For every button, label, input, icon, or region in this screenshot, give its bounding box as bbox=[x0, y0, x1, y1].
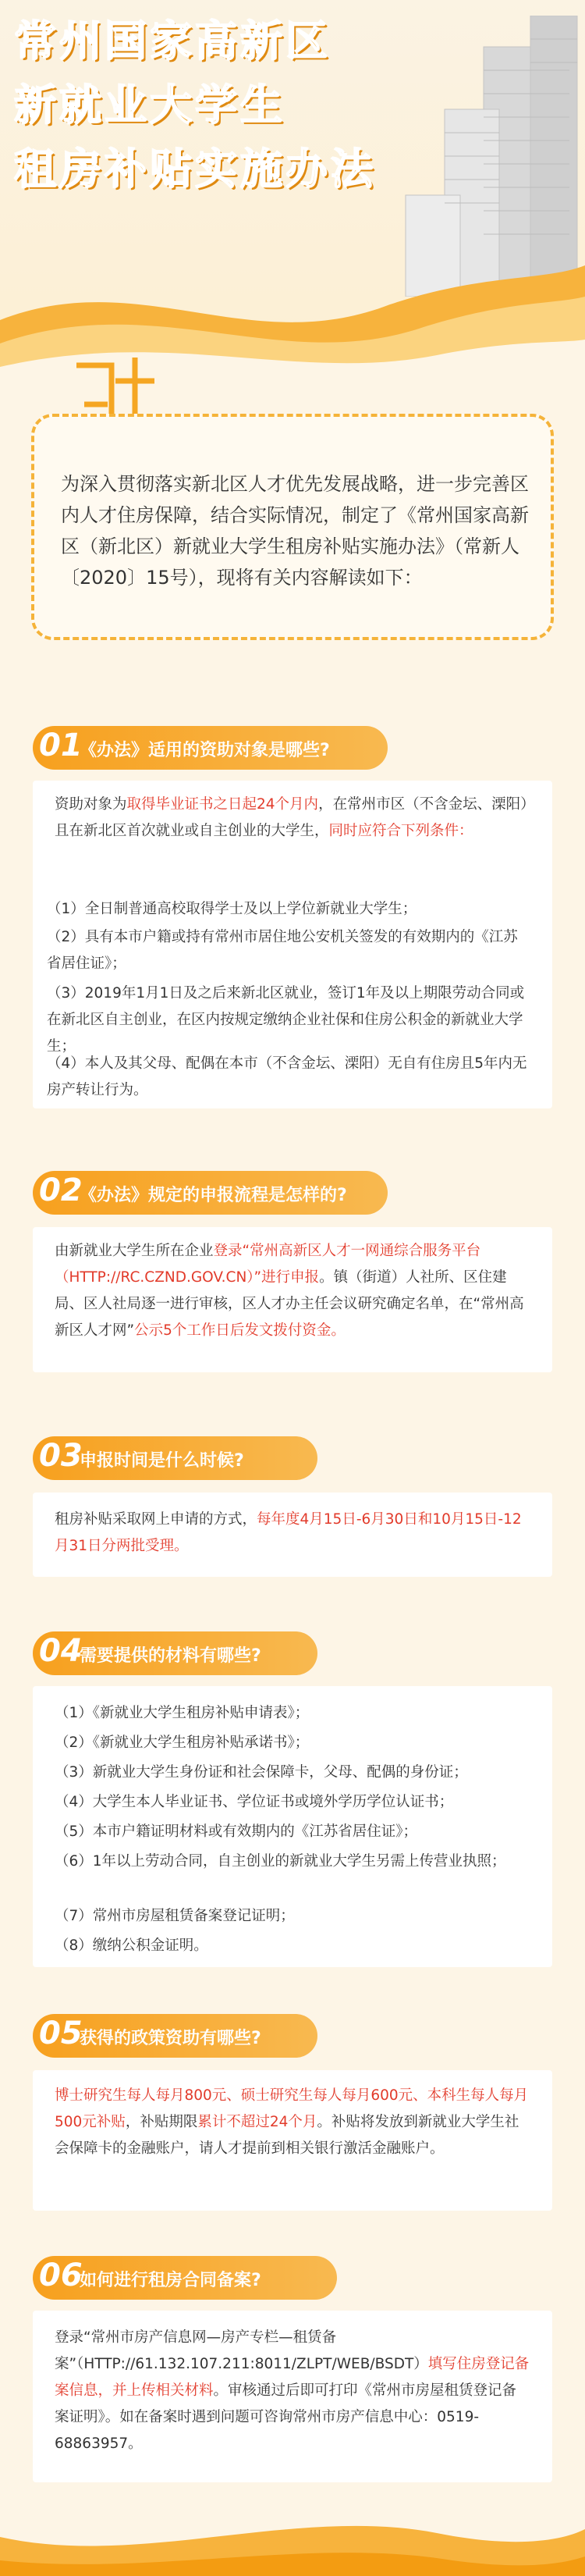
section-card-02 bbox=[33, 1227, 552, 1372]
section-card-01 bbox=[33, 781, 552, 1108]
section-number: 01 bbox=[39, 728, 83, 763]
header-banner bbox=[0, 0, 585, 375]
section-number: 02 bbox=[39, 1172, 83, 1208]
section-number: 06 bbox=[39, 2258, 83, 2293]
list-item: （4）本人及其父母、配偶在本市（不含金坛、溧阳）无自有住房且5年内无房产转让行为。 bbox=[47, 1055, 527, 1098]
section-number: 05 bbox=[39, 2016, 83, 2051]
section-number: 04 bbox=[39, 1633, 83, 1669]
section-05-text: 博士研究生每人每月800元、硕士研究生每人每月600元、本科生每人每月500元补贴，补贴期限累计不超过24个月。补贴将发放到新就业大学生社会保障卡的金融账户，请人才提前到相关银行激活金融账户。 bbox=[55, 2087, 529, 2157]
list-item: （3）2019年1月1日及之后来新北区就业，签订1年及以上期限劳动合同或在新北区自主创业，在区内按规定缴纳企业社保和住房公积金的新就业大学生； bbox=[47, 985, 525, 1055]
list-item: （7）常州市房屋租赁备案登记证明； bbox=[55, 1908, 295, 1924]
section-02-text: 由新就业大学生所在企业登录“常州高新区人才一网通综合服务平台（HTTP://RC.CZND.GOV.CN）”进行申报。镇（街道）人社所、区住建局、区人社局逐一进行审核，区人才办主任会议研究确定名单，在“常州高新区人才网”公示5个工作日后发文拨付资金。 bbox=[55, 1243, 524, 1339]
list-item: （4）大学生本人毕业证书、学位证书或境外学历学位认证书； bbox=[55, 1794, 454, 1810]
section-title: 《办法》适用的资助对象是哪些? bbox=[80, 741, 330, 760]
section-title: 《办法》规定的申报流程是怎样的? bbox=[80, 1186, 347, 1205]
section-card-06 bbox=[33, 2311, 552, 2482]
buildings-illustration bbox=[351, 16, 585, 297]
section-03-text: 租房补贴采取网上申请的方式，每年度4月15日-6月30日和10月15日-12月31日分两批受理。 bbox=[55, 1511, 522, 1554]
section-card-04 bbox=[33, 1686, 552, 1967]
section-header-01 bbox=[33, 726, 388, 770]
section-01-intro: 资助对象为取得毕业证书之日起24个月内，在常州市区（不含金坛、溧阳）且在新北区首次就业或自主创业的大学生，同时应符合下列条件： bbox=[55, 796, 528, 839]
list-item: （2）《新就业大学生租房补贴承诺书》； bbox=[55, 1735, 310, 1751]
section-number: 03 bbox=[39, 1438, 83, 1474]
list-item: （2）具有本市户籍或持有常州市居住地公安机关签发的有效期内的《江苏省居住证》； bbox=[47, 929, 518, 972]
list-item: （5）本市户籍证明材料或有效期内的《江苏省居住证》； bbox=[55, 1823, 418, 1840]
section-title: 需要提供的材料有哪些? bbox=[80, 1646, 261, 1666]
page-title-line-3: 租房补贴实施办法 bbox=[14, 144, 376, 194]
section-card-03 bbox=[33, 1493, 552, 1577]
section-title: 获得的政策资助有哪些? bbox=[80, 2029, 261, 2048]
page-title-line-1: 常州国家高新区 bbox=[14, 16, 331, 66]
list-item: （8）缴纳公积金证明。 bbox=[55, 1937, 208, 1954]
section-header-02 bbox=[33, 1171, 388, 1215]
section-header-04 bbox=[33, 1631, 388, 1675]
list-item: （1）全日制普通高校取得学士及以上学位新就业大学生； bbox=[47, 901, 417, 917]
intro-text: 为深入贯彻落实新北区人才优先发展战略，进一步完善区内人才住房保障，结合实际情况，制定了《常州国家高新区（新北区）新就业大学生租房补贴实施办法》（常新人〔2020〕15号），现将有关内容解读如下： bbox=[61, 473, 529, 589]
page-title-line-2: 新就业大学生 bbox=[14, 80, 285, 130]
list-item: （3）新就业大学生身份证和社会保障卡，父母、配偶的身份证； bbox=[55, 1764, 468, 1781]
section-title: 申报时间是什么时候? bbox=[80, 1451, 244, 1471]
section-06-text: 登录“常州市房产信息网—房产专栏—租赁备案”（HTTP://61.132.107.211:8011/ZLPT/WEB/BSDT）填写住房登记备案信息，并上传相关材料。审核通过后即可打印《常州市房屋租赁登记备案证明》。如在备案时遇到问题可咨询常州市房产信息中心：0519-68863957。 bbox=[55, 2329, 530, 2452]
section-header-03 bbox=[33, 1436, 388, 1480]
footer-wave bbox=[0, 2506, 585, 2576]
section-header-06 bbox=[33, 2256, 388, 2300]
list-item: （1）《新就业大学生租房补贴申请表》； bbox=[55, 1705, 310, 1721]
section-header-05 bbox=[33, 2014, 388, 2058]
list-item: （6）1年以上劳动合同，自主创业的新就业大学生另需上传营业执照； bbox=[55, 1853, 506, 1870]
section-title: 如何进行租房合同备案? bbox=[80, 2271, 261, 2290]
section-card-05 bbox=[33, 2070, 552, 2211]
